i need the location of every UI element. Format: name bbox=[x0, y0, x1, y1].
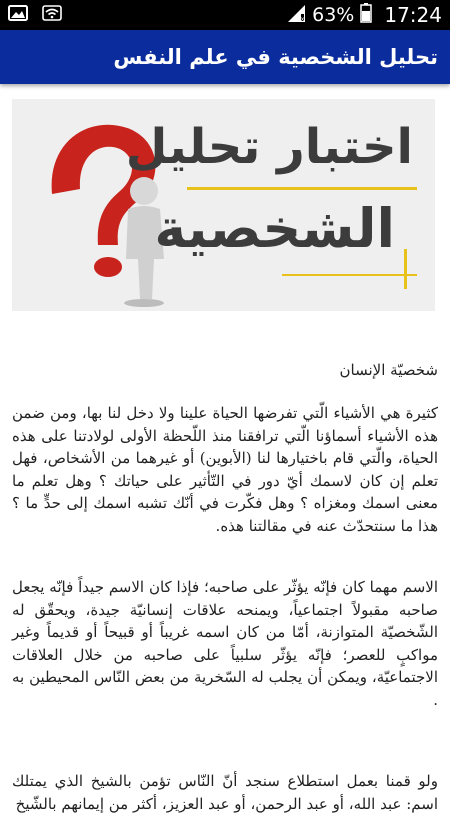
article-paragraph: الاسم مهما كان فإنّه يؤثّر على صاحبه؛ فإذا كان الاسم جيداً فإنّه يجعل صاحبه مقبولاً اجتماعياً، ويمنحه علاقات إنسانيّة جيدة، ويحقّق له الشّخصيّة المتوازنة، أمّا من كان اسمه غريباً أو قبيحاً أو قديماً وغير مواكبٍ للعصر؛ فإنّه يؤثّر سلبياً على صاحبه من خلال العلاقات الاجتماعيّة، ويمكن أن يجلب له السّخرية من بعض النّاس المحيطين به . bbox=[12, 578, 438, 709]
section-heading: شخصيّة الإنسان bbox=[339, 361, 438, 379]
status-bar bbox=[0, 0, 450, 30]
page-title: تحليل الشخصية في علم النفس bbox=[113, 45, 438, 69]
article-paragraph: ولو قمنا بعمل استطلاع سنجد أنّ النّاس تؤمن بالشيخ الذي يمتلك اسم: عبد الله، أو عبد الرحمن، أو عبد العزيز، أكثر من إيمانهم بالشّيخ bbox=[12, 772, 438, 813]
status-right bbox=[286, 3, 442, 27]
clock: 17:24 bbox=[384, 3, 442, 27]
article-scroll[interactable] bbox=[0, 84, 450, 813]
svg-text:x: x bbox=[300, 16, 305, 23]
hero-title-line2: الشخصية bbox=[154, 197, 395, 260]
status-left bbox=[8, 5, 62, 25]
signal-icon bbox=[286, 3, 306, 27]
app-bar bbox=[0, 30, 450, 84]
battery-icon bbox=[360, 3, 372, 27]
image-icon bbox=[8, 5, 28, 25]
battery-percent: 63% bbox=[312, 4, 355, 26]
article-paragraph: كثيرة هي الأشياء الّتي تفرضها الحياة علينا ولا دخل لنا بها، ومن ضمن هذه الأشياء أسماؤنا الّتي ترافقنا منذ اللّحظة الأولى لولادتنا على هذه الحياة، والّتي قام باختيارها لنا (الأبوين) أو غيرهما من الأشخاص، فهل تعلم إن كان لاسمك أيّ دور في التّأثير على حياتك ؟ وهل تعلم ما معنى اسمك ومغزاه ؟ وهل فكّرت في أنّك تشبه اسمك إلى حدٍّ ما ؟ هذا ما سنتحدّث عنه في مقالتنا هذه. bbox=[12, 404, 438, 535]
wifi-icon bbox=[42, 5, 62, 25]
hero-image bbox=[12, 99, 435, 311]
hero-title-line1: اختبار تحليل bbox=[125, 119, 413, 175]
